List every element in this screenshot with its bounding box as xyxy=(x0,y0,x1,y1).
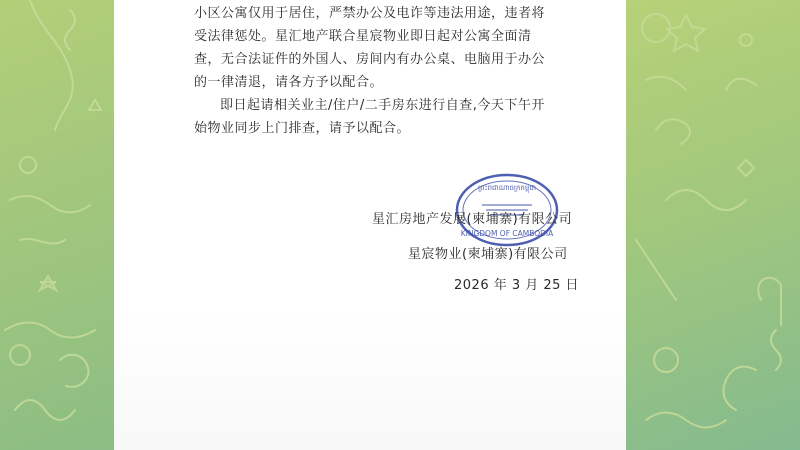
signatory-property-management: 星宸物业(柬埔寨)有限公司 xyxy=(408,247,568,262)
notice-document xyxy=(114,0,626,450)
doodle-pattern-left xyxy=(0,0,114,450)
left-background-panel xyxy=(0,0,114,450)
right-background-panel xyxy=(626,0,800,450)
svg-text:KINGDOM OF CAMBODIA: KINGDOM OF CAMBODIA xyxy=(460,229,554,238)
scan-fade xyxy=(114,310,626,450)
notice-paragraph-2 xyxy=(194,94,554,140)
svg-text:ព្រះរាជាណាចក្រកម្ពុជា: ព្រះរាជាណាចក្រកម្ពុជា xyxy=(477,184,537,192)
signatory-developer: 星汇房地产发展(柬埔寨)有限公司 xyxy=(372,212,573,227)
doodle-pattern-right xyxy=(626,0,800,450)
notice-paragraph-1: 小区公寓仅用于居住，严禁办公及电诈等违法用途，违者将受法律惩处。星汇地产联合星宸物业即日起对公寓全面清查，无合法证件的外国人、房间内有办公桌、电脑用于办公的一律清退，请各方予以配合。 xyxy=(194,6,546,90)
notice-date: 2026 年 3 月 25 日 xyxy=(454,278,580,293)
notice-paragraph-2-text: 即日起请相关业主/住户/二手房东进行自查,今天下午开始物业同步上门排查，请予以配合。 xyxy=(194,98,545,136)
